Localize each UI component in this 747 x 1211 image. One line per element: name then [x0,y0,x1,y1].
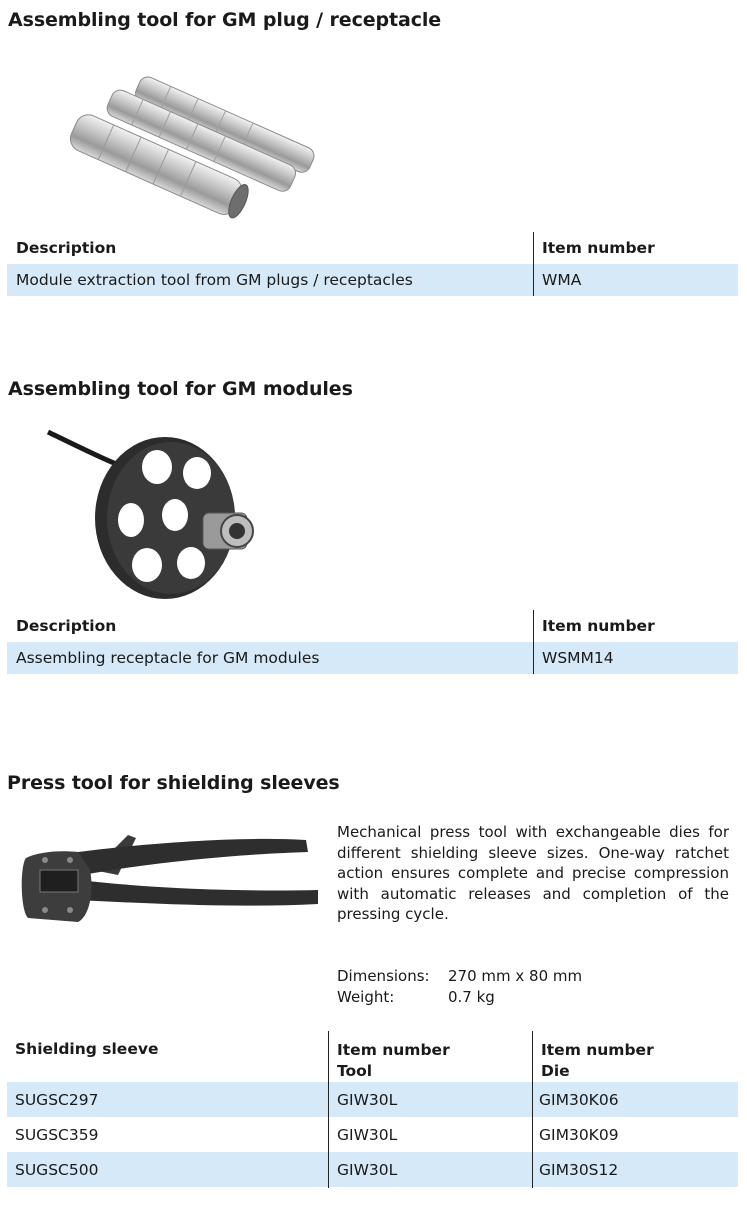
spec-label: Dimensions: [337,967,430,985]
cell-shielding-sleeve: SUGSC359 [15,1125,99,1144]
table-row [7,642,738,674]
extraction-tool-image [60,48,325,238]
header-line: Item number [337,1041,450,1059]
cell-description: Assembling receptacle for GM modules [16,649,320,667]
product-description: Mechanical press tool with exchangeable dies for different shielding sleeve sizes. One-way ratchet action ensures complete and precise compression with automatic releases and completion of the pressing cycle. [337,823,729,923]
section-title: Press tool for shielding sleeves [7,772,340,794]
spec-label: Weight: [337,987,395,1006]
spec-list [337,966,729,1007]
item-table [7,232,738,296]
spec-row-dimensions [337,966,729,987]
table-header-row [7,232,738,264]
column-divider [532,1031,533,1188]
col-header-item-number-tool [337,1031,450,1082]
table-row [7,1082,738,1117]
item-table [7,1031,738,1187]
table-row [7,1117,738,1152]
col-header-shielding-sleeve: Shielding sleeve [15,1040,159,1058]
header-line: Tool [337,1061,373,1080]
spec-row-weight [337,987,729,1008]
cell-die: GIM30S12 [539,1160,619,1179]
col-header-item-number: Item number [542,239,655,257]
col-header-description: Description [16,617,117,635]
col-header-description: Description [16,239,117,257]
section-title: Assembling tool for GM plug / receptacle [8,9,442,31]
cell-tool: GIW30L [337,1125,398,1144]
press-tool-image [18,830,323,930]
assembling-receptacle-image [45,425,270,605]
cell-die: GIM30K06 [539,1090,619,1109]
header-line: Die [541,1061,570,1080]
cell-item-number: WMA [542,271,582,289]
column-divider [533,610,534,674]
spec-value: 270 mm x 80 mm [448,967,583,985]
cell-item-number: WSMM14 [542,649,614,667]
spec-value: 0.7 kg [448,987,495,1006]
cell-description: Module extraction tool from GM plugs / receptacles [16,271,413,289]
table-row [7,264,738,296]
section-title: Assembling tool for GM modules [8,378,353,400]
table-row [7,1152,738,1187]
col-header-item-number-die [541,1031,654,1082]
cell-die: GIM30K09 [539,1125,619,1144]
cell-shielding-sleeve: SUGSC500 [15,1160,99,1179]
table-header-row [7,1031,738,1082]
column-divider [328,1031,329,1188]
table-header-row [7,610,738,642]
item-table [7,610,738,674]
header-line: Item number [541,1041,654,1059]
cell-tool: GIW30L [337,1160,398,1179]
cell-shielding-sleeve: SUGSC297 [15,1090,99,1109]
column-divider [533,232,534,296]
cell-tool: GIW30L [337,1090,398,1109]
col-header-item-number: Item number [542,617,655,635]
